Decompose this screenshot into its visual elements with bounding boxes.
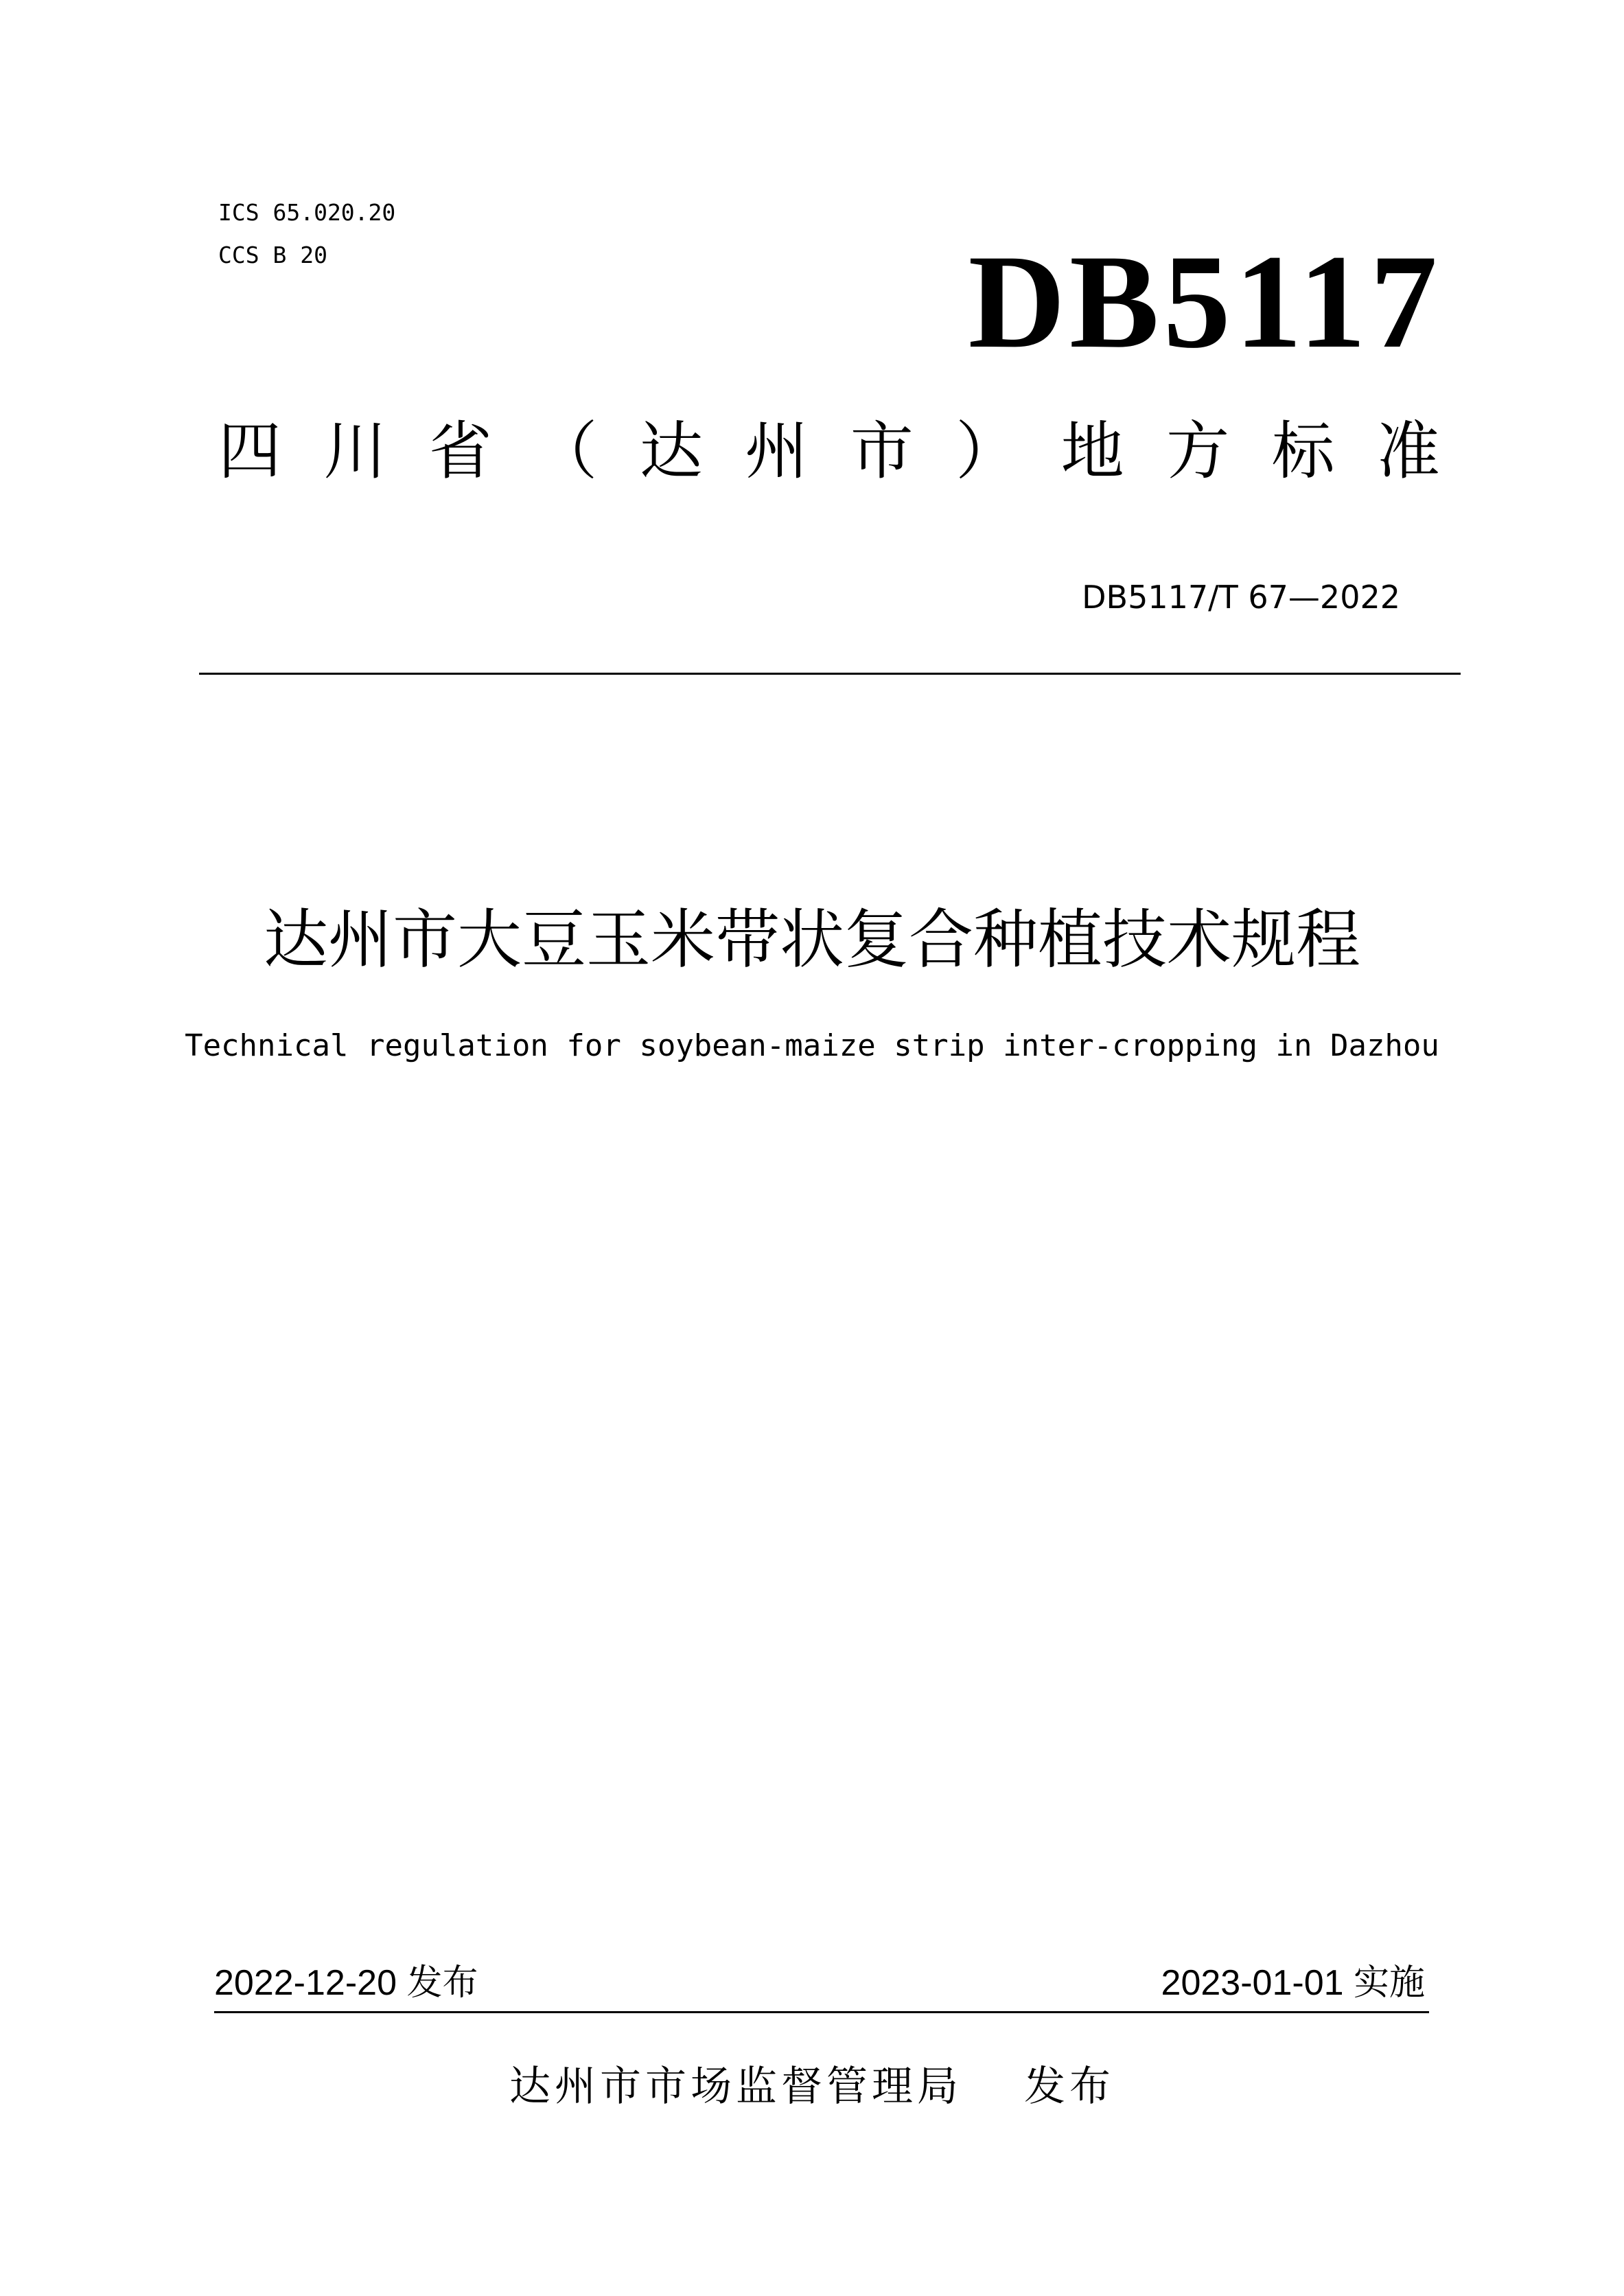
standard-level-char: ） — [955, 415, 1019, 488]
standard-level-char: 州 — [745, 415, 809, 488]
issuer-name: 达州市市场监督管理局 — [509, 2063, 962, 2111]
title-chinese: 达州市大豆玉米带状复合种植技术规程 — [263, 903, 1360, 977]
standard-number: DB5117/T 67—2022 — [1082, 579, 1400, 616]
standard-prefix: DB5117 — [968, 227, 1441, 376]
standard-level-char: 市 — [850, 415, 914, 488]
standard-level-char: 方 — [1166, 415, 1230, 488]
date-row — [214, 1959, 1425, 2007]
standard-level-heading — [218, 410, 1440, 493]
standard-level-char: 川 — [323, 415, 387, 488]
bottom-divider — [214, 2011, 1429, 2013]
implement-date: 2023-01-01 实施 — [1161, 1963, 1425, 2003]
standard-level-char: 准 — [1376, 415, 1440, 488]
standard-level-char: 达 — [639, 415, 703, 488]
title-english: Technical regulation for soybean-maize strip inter-cropping in Dazhou — [185, 1028, 1439, 1063]
top-divider — [199, 673, 1461, 675]
ccs-code: CCS B 20 — [218, 242, 327, 268]
standard-level-char: 四 — [218, 415, 282, 488]
standard-level-char: 省 — [428, 415, 492, 488]
issuer-line — [0, 2059, 1624, 2114]
standard-level-char: 地 — [1060, 415, 1124, 488]
standard-level-char: 标 — [1271, 415, 1335, 488]
standard-level-char: （ — [534, 415, 598, 488]
issuer-action: 发布 — [1024, 2063, 1115, 2111]
publish-date: 2022-12-20 发布 — [214, 1963, 478, 2003]
ics-code: ICS 65.020.20 — [218, 199, 396, 226]
